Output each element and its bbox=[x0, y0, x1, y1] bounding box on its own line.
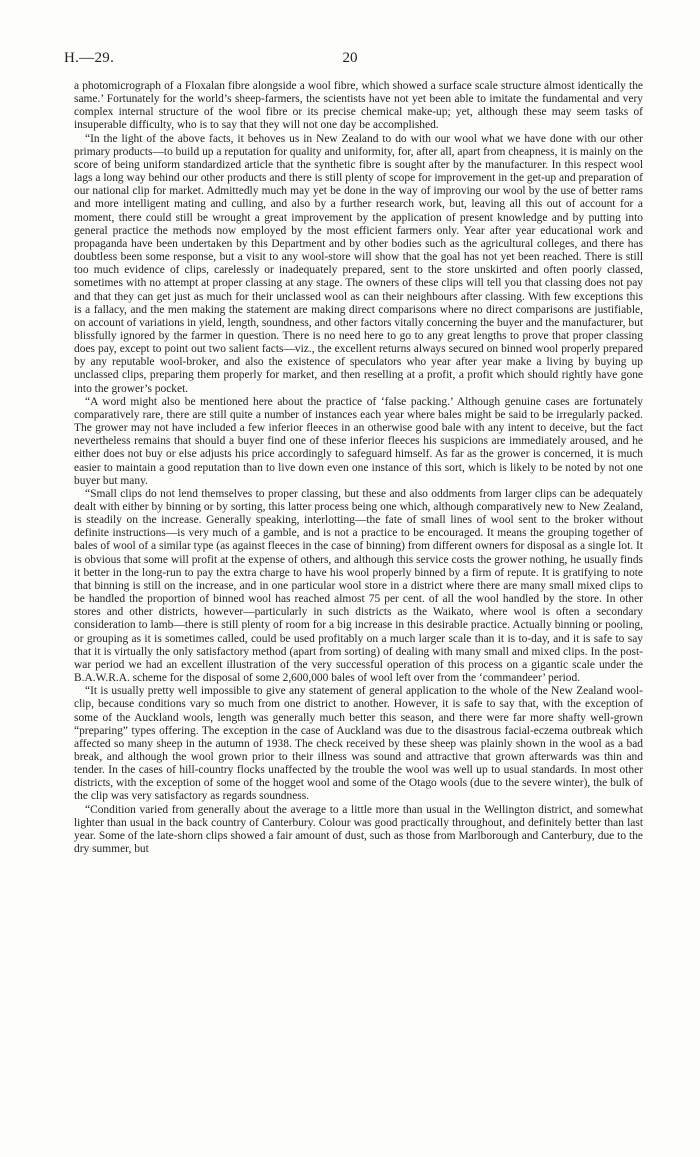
paragraph: a photomicrograph of a Floxalan fibre alongside a wool fibre, which showed a surface scale structure almost identically the same.’ Fortunately for the world’s sheep-farmers, the scientists have not yet been able to imitate the fundamental and very complex internal structure of the wool fibre or its precise chemical make-up; yet, although these may seem tasks of insuperable difficulty, who is to say that they will not one day be accomplished. bbox=[74, 80, 643, 132]
page-header bbox=[0, 50, 700, 70]
paragraph: “In the light of the above facts, it behoves us in New Zealand to do with our wool what we have done with our other primary products—to build up a reputation for quality and uniformity, for, after all, apart from cheapness, it is mainly on the score of being uniform standardized article that the synthetic fibre is sought after by the manufacturer. In this respect wool lags a long way behind our other products and there is still plenty of scope for improvement in the get-up and preparation of our national clip for market. Admittedly much may yet be done in the way of improving our wool by the use of better rams and more intelligent mating and culling, and also by a further research work, but, leaving all this out of account for a moment, there could still be wrought a great improvement by the application of present knowledge and by putting into general practice the methods now employed by the most efficient farmers only. Year after year educational work and propaganda have been undertaken by this Department and by other bodies such as the agricultural colleges, and there has doubtless been some response, but a visit to any wool-store will show that the goal has not yet been reached. There is still too much evidence of clips, carelessly or inadequately prepared, sent to the store unskirted and often poorly classed, sometimes with no attempt at proper classing at any stage. The owners of these clips will tell you that classing does not pay and that they can get just as much for their unclassed wool as can their neighbours after classing. With few exceptions this is a fallacy, and the men making the statement are making direct comparisons where no direct comparisons are justifiable, on account of variations in yield, length, soundness, and other factors vitally concerning the buyer and the manufacturer, but blissfully ignored by the farmer in question. There is no need here to go to any great lengths to prove that proper classing does pay, except to point out two salient facts—viz., the excellent returns always secured on binned wool properly prepared by any reputable wool-broker, and also the existence of speculators who year after year make a living by buying up unclassed clips, preparing them properly for market, and then reselling at a profit, a profit which should rightly have gone into the grower’s pocket. bbox=[74, 132, 643, 395]
paragraph: “It is usually pretty well impossible to give any statement of general application to the whole of the New Zealand wool-clip, because conditions vary so much from one district to another. However, it is safe to say that, with the exception of some of the Auckland wools, length was generally much better this season, and there were far more shafty well-grown “preparing” types offering. The exception in the case of Auckland was due to the disastrous facial-eczema outbreak which affected so many sheep in the autumn of 1938. The check received by these sheep was plainly shown in the wool as a bad break, and although the wool grown prior to their illness was sound and attractive that grown afterwards was thin and tender. In the cases of hill-country flocks unaffected by the trouble the wool was well up to usual standards. In most other districts, with the exception of some of the hogget wool and some of the Otago wools (due to the severe winter), the bulk of the clip was very satisfactory as regards soundness. bbox=[74, 685, 643, 803]
paragraph: “A word might also be mentioned here about the practice of ‘false packing.’ Although genuine cases are fortunately comparatively rare, there are still quite a number of instances each year where bales might be said to be irregularly packed. The grower may not have included a few inferior fleeces in an otherwise good bale with any intent to deceive, but the fact nevertheless remains that should a buyer find one of these inferior fleeces his suspicions are immediately aroused, and he either does not buy or else adjusts his price accordingly to safeguard himself. As far as the grower is concerned, it is much easier to maintain a good reputation than to live down even one instance of this sort, which is likely to be noted by not one buyer but many. bbox=[74, 395, 643, 487]
document-reference: H.—29. bbox=[64, 50, 115, 66]
paragraph: “Small clips do not lend themselves to proper classing, but these and also oddments from larger clips can be adequately dealt with either by binning or by sorting, this latter process being one which, although comparatively new to New Zealand, is steadily on the increase. Generally speaking, interlotting—the fate of small lines of wool sent to the broker without definite instructions—is very much of a gamble, and is not a practice to be encouraged. It means the grouping together of bales of wool of a similar type (as against fleeces in the case of binning) from different owners for disposal as a single lot. It is obvious that some will profit at the expense of others, and although this service costs the grower nothing, he usually finds it better in the long-run to pay the extra charge to have his wool properly binned by a firm of repute. It is gratifying to note that binning is still on the increase, and in one particular wool store in a district where there are many small mixed clips to be handled the proportion of binned wool has reached almost 75 per cent. of all the wool handled by the store. In other stores and other districts, however—particularly in such districts as the Waikato, where wool is often a secondary consideration to lamb—there is still plenty of room for a big increase in this desirable practice. Actually binning or pooling, or grouping as it is sometimes called, could be used profitably on a much larger scale than it is to-day, and it is safe to say that it is virtually the only satisfactory method (apart from sorting) of dealing with many small and mixed clips. In the post-war period we had an excellent illustration of the very successful operation of this process on a gigantic scale under the B.A.W.R.A. scheme for the disposal of some 2,600,000 bales of wool left over from the ‘commandeer’ period. bbox=[74, 487, 643, 685]
paragraph: “Condition varied from generally about the average to a little more than usual in the Wellington district, and somewhat lighter than usual in the back country of Canterbury. Colour was good practically throughout, and definitely better than last year. Some of the late-shorn clips showed a fair amount of dust, such as those from Marlborough and Canterbury, due to the dry summer, but bbox=[74, 803, 643, 856]
page-number: 20 bbox=[342, 50, 358, 66]
body-text bbox=[74, 80, 643, 856]
